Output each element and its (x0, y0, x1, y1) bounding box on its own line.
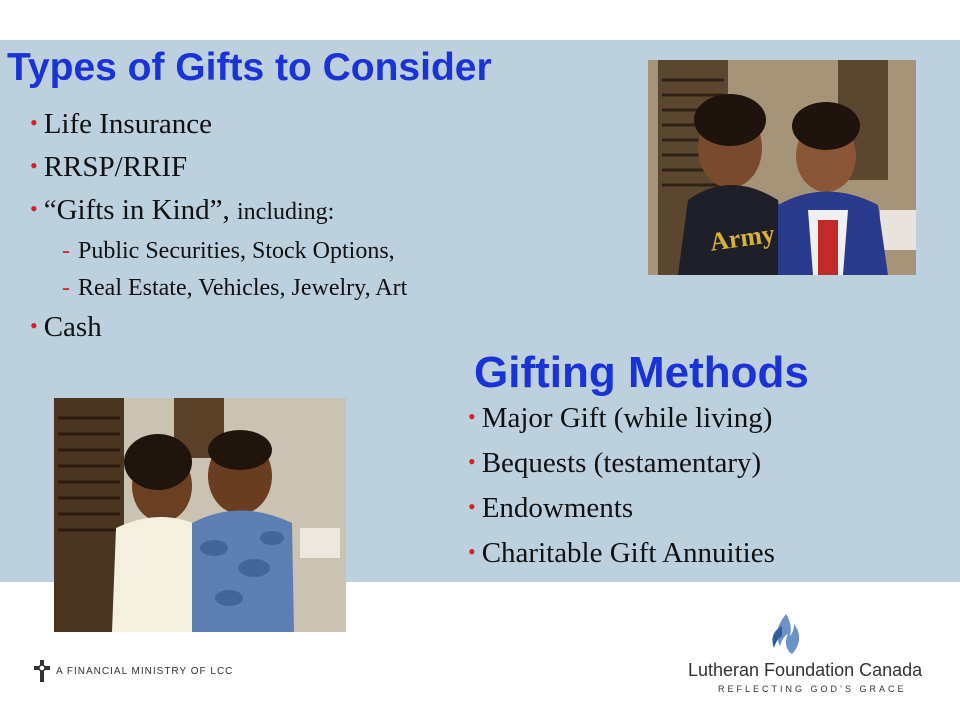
org-name: Lutheran Foundation Canada (688, 660, 923, 680)
sub-list-item: - Public Securities, Stock Options, (62, 238, 395, 264)
bullet-icon: • (30, 153, 38, 178)
bullet-icon: • (468, 449, 476, 474)
bullet-icon: • (30, 110, 38, 135)
org-tagline: REFLECTING GOD’S GRACE (718, 684, 907, 694)
list-item: • Endowments (468, 492, 634, 524)
list-item: • RRSP/RRIF (30, 151, 188, 183)
list-item: • Cash (30, 311, 102, 343)
lcc-cross-icon (32, 660, 52, 682)
lutheran-foundation-logo (682, 608, 923, 698)
ministry-text: A FINANCIAL MINISTRY OF LCC (56, 665, 234, 677)
gifting-methods-title: Gifting Methods (474, 348, 809, 397)
list-item: • Major Gift (while living) (468, 402, 773, 434)
photo-two-girls (648, 60, 916, 275)
list-item: • “Gifts in Kind”, including: (30, 194, 335, 226)
bullet-icon: • (468, 404, 476, 429)
gift-types-title: Types of Gifts to Consider (7, 46, 492, 89)
list-item: • Life Insurance (30, 108, 212, 140)
bullet-icon: • (468, 539, 476, 564)
dove-flame-icon (764, 612, 808, 656)
bullet-icon: • (468, 494, 476, 519)
bullet-icon: • (30, 313, 38, 338)
dash-icon: - (62, 238, 70, 264)
dash-icon: - (62, 275, 70, 301)
list-item: • Bequests (testamentary) (468, 447, 762, 479)
svg-text:Army: Army (708, 218, 777, 257)
gifting-methods-list (468, 404, 775, 584)
gift-types-list (30, 110, 407, 356)
sub-list-item: - Real Estate, Vehicles, Jewelry, Art (62, 275, 408, 301)
list-item: • Charitable Gift Annuities (468, 537, 775, 569)
bullet-icon: • (30, 196, 38, 221)
photo-two-boys (54, 398, 346, 632)
ministry-footer (32, 660, 233, 682)
